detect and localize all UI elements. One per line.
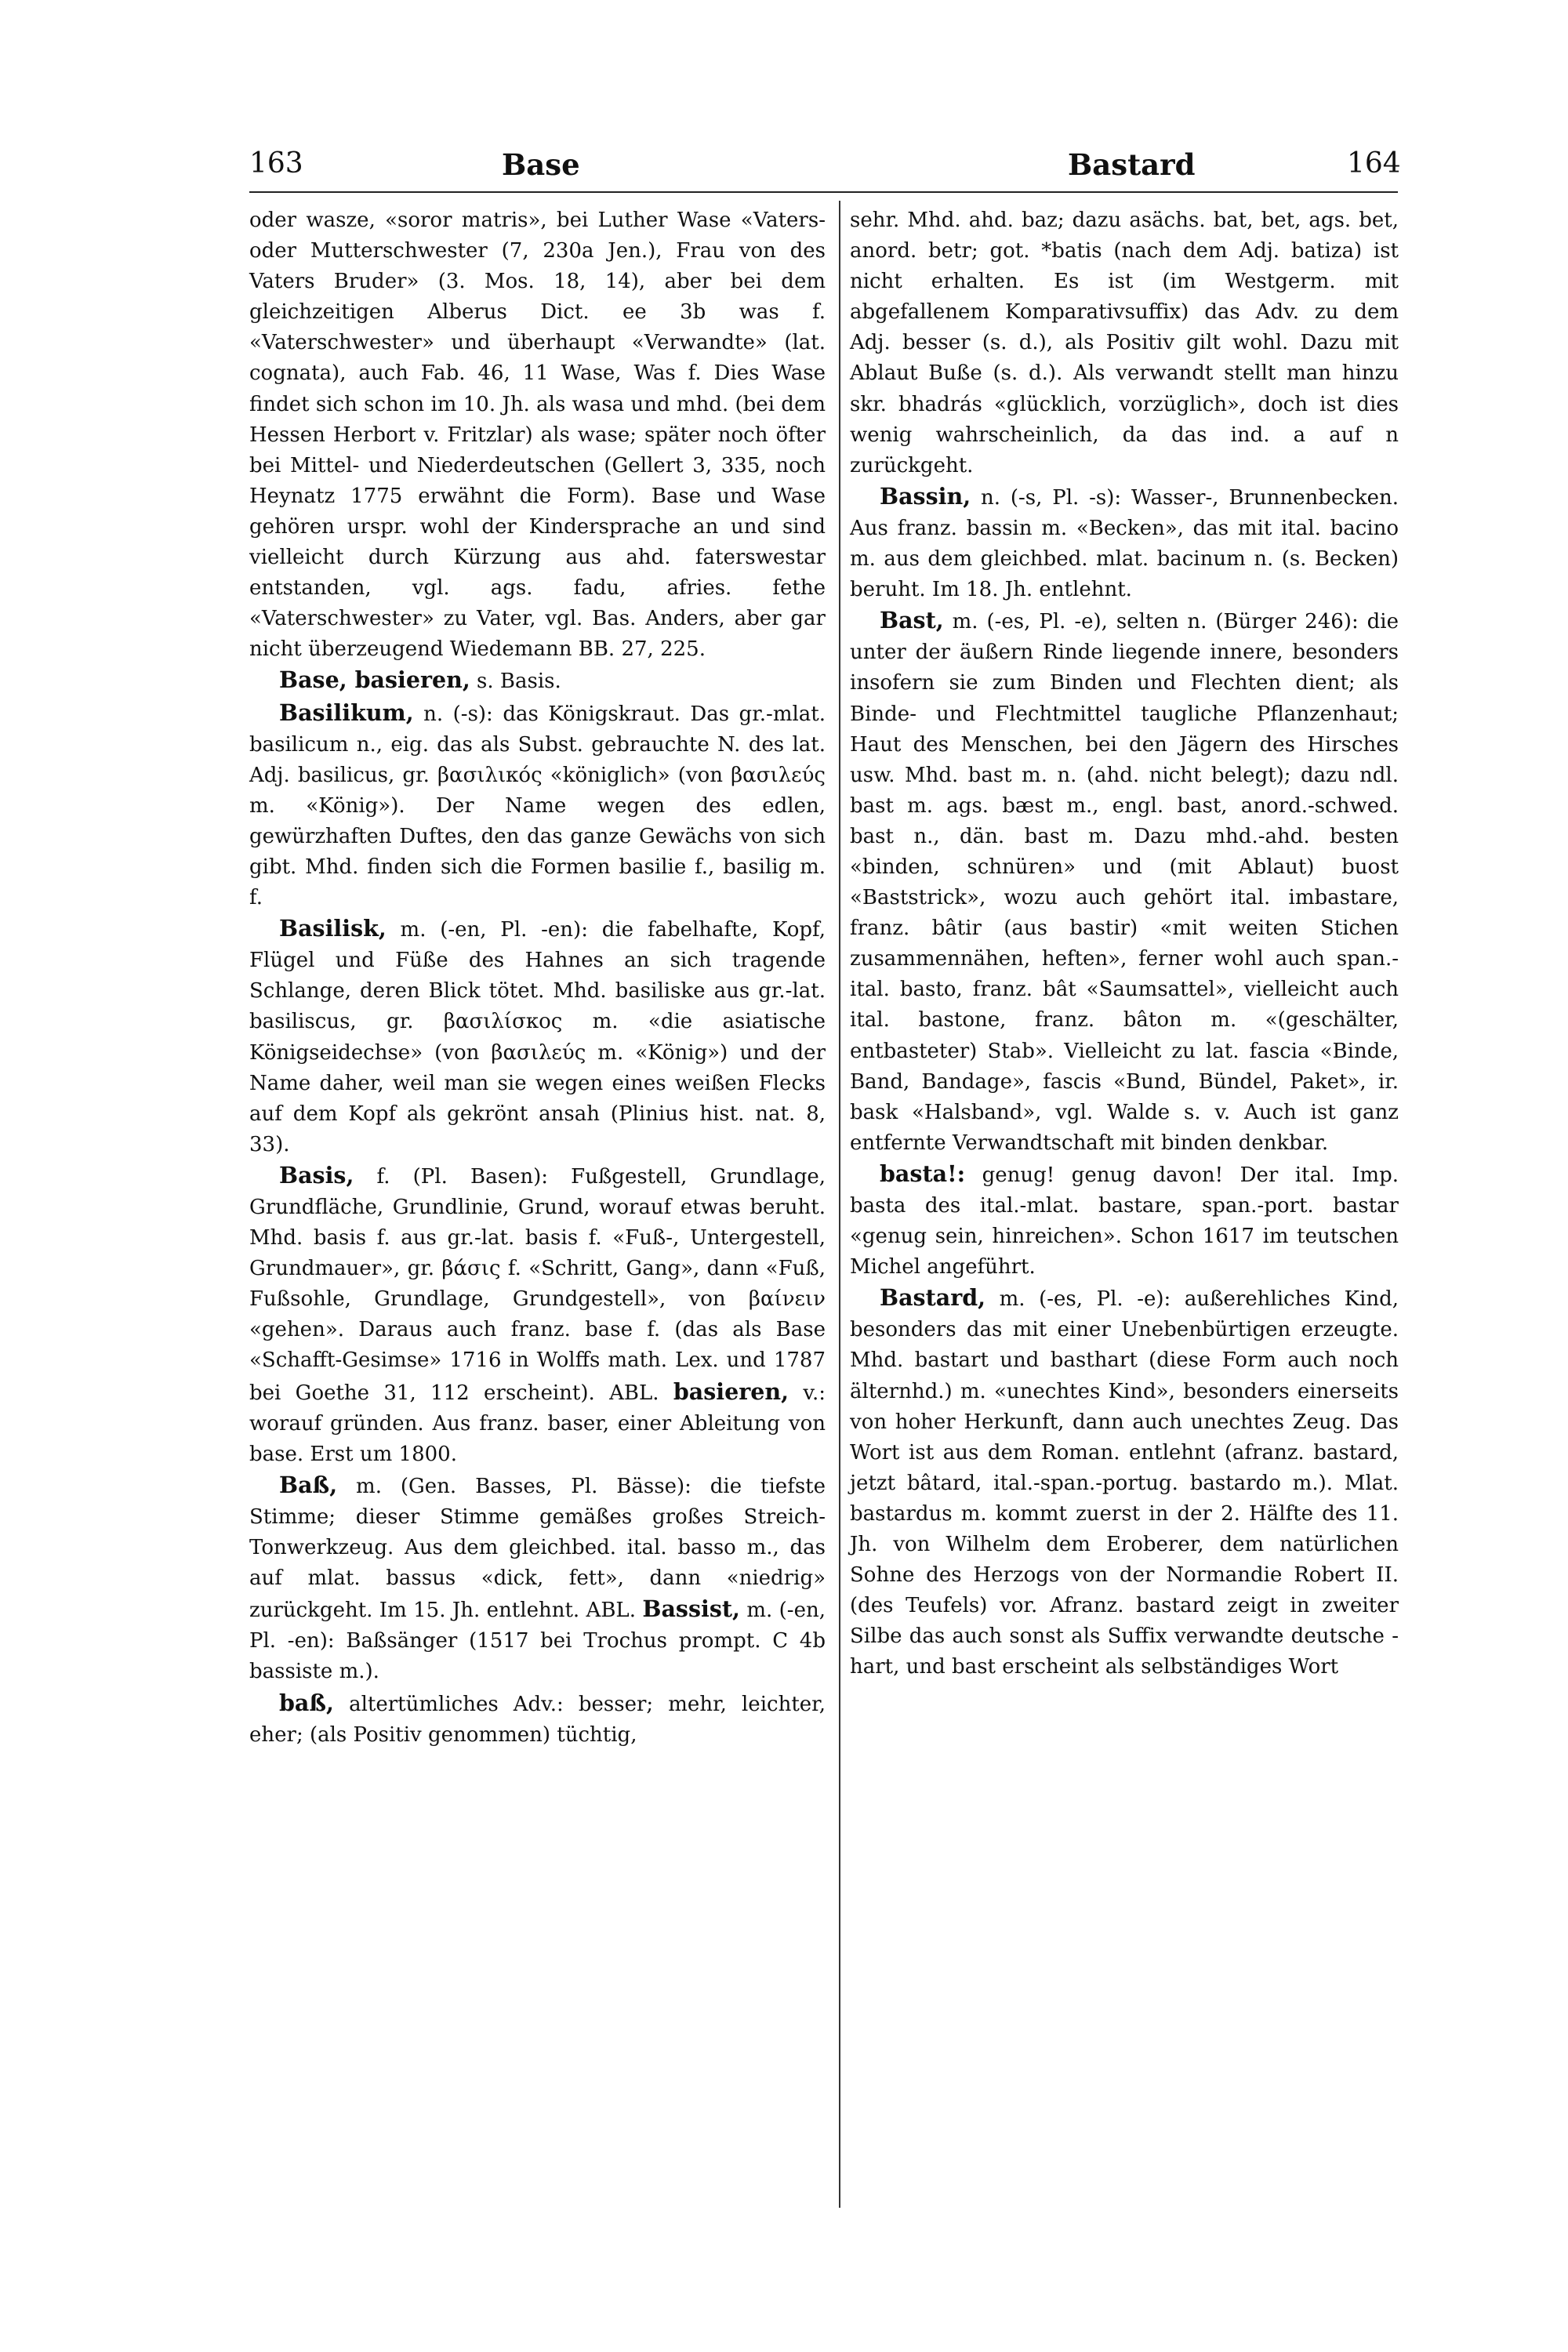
entry-text: m. (-es, Pl. -e), selten n. (Bürger 246): die unter der äußern Rinde liegende innere, besonders insofern sie zum Binden und Flechten dient; als Binde- und Flechtmittel taugliche Pflanzenhaut; Haut des Menschen, bei den Jägern des Hirsches usw. Mhd. bast m. n. (ahd. nicht belegt); dazu ndl. bast m. ags. bæst m., engl. bast, anord.-schwed. bast n., dän. bast m. Dazu mhd.-ahd. besten «binden, schnüren» und (mit Ablaut) buost «Baststrick», wozu auch gehört ital. imbastare, franz. bâtir (aus bastir) «mit weiten Stichen zusammennähen, heften», ferner wohl auch span.-ital. basto, franz. bât «Saumsattel», vielleicht auch ital. bastone, franz. bâton m. «(geschälter, entbasteter) Stab». Vielleicht zu lat. fascia «Binde, Band, Bandage», fascis «Bund, Bündel, Paket», ir. bask «Halsband», vgl. Walde s. v. Auch ist ganz entfernte Verwandtschaft mit binden denkbar. bbox=[850, 610, 1399, 1155]
entry-text: n. (-s, Pl. -s): Wasser-, Brunnenbecken. Aus franz. bassin m. «Becken», das mit ital. bacino m. aus dem gleichbed. mlat. bacinum n. (s. Becken) beruht. Im 18. Jh. entlehnt. bbox=[850, 485, 1399, 602]
headword: baß, bbox=[279, 1689, 334, 1716]
entry-basilisk bbox=[249, 913, 826, 1160]
entry-text: m. (Gen. Basses, Pl. Bässe): die tiefste Stimme; dieser Stimme gemäßes großes Streich-Tonwerkzeug. Aus dem gleichbed. ital. basso m., das auf mlat. bassus «dick, fett», dann «niedrig» zurückgeht. Im 15. Jh. entlehnt. ABL. bbox=[249, 1474, 826, 1623]
entry-base bbox=[249, 665, 826, 697]
column-divider bbox=[839, 201, 840, 2208]
sub-headword: Bassist, bbox=[642, 1595, 740, 1623]
running-head-left: Base bbox=[502, 147, 580, 182]
entry-continuation: sehr. Mhd. ahd. baz; dazu asächs. bat, bet, ags. bet, anord. betr; got. *batis (nach dem Adj. batiza) ist nicht erhalten. Es ist (im Westgerm. mit abgefallenem Komparativsuffix) das Adv. zu dem Adj. besser (s. d.), als Positiv gilt wohl. Dazu mit Ablaut Buße (s. d.). Als verwandt stellt man hinzu skr. bhadrás «glücklich, vorzüglich», doch ist dies wenig wahrscheinlich, da das ind. a auf n zurückgeht. bbox=[850, 209, 1399, 477]
entry-basta bbox=[850, 1159, 1399, 1283]
entry-bassin bbox=[850, 481, 1399, 605]
headword: Baß, bbox=[279, 1471, 338, 1498]
entry-text: f. (Pl. Basen): Fußgestell, Grundlage, Grundfläche, Grundlinie, Grund, worauf etwas beruht. Mhd. basis f. aus gr.-lat. basis f. «Fuß-, Untergestell, Grundmauer», gr. βάσις f. «Schritt, Gang», dann «Fuß, Fußsohle, Grundlage, Grundgestell», von βαίνειν «gehen». Daraus auch franz. base f. (das als Base «Schafft-Gesimse» 1716 in Wolffs math. Lex. und 1787 bei Goethe 31, 112 erscheint). ABL. bbox=[249, 1164, 826, 1405]
headword: Bassin, bbox=[880, 482, 971, 510]
page-number-left: 163 bbox=[249, 147, 303, 180]
entry-bass bbox=[249, 1470, 826, 1688]
header-rule bbox=[249, 191, 1398, 193]
entry-text: v.: worauf gründen. Aus franz. baser, einer Ableitung von base. Erst um 1800. bbox=[249, 1381, 826, 1466]
headword: basta!: bbox=[880, 1160, 966, 1187]
entry-text: s. Basis. bbox=[470, 670, 561, 694]
page-number-right: 164 bbox=[1347, 147, 1401, 180]
entry-text: m. (-es, Pl. -e): außerehliches Kind, besonders das mit einer Unebenbürtigen erzeugte. Mhd. bastart und basthart (diese Form auch noch älternhd.) m. «unechtes Kind», besonders einerseits von hoher Herkunft, dann auch unechtes Zeug. Das Wort ist aus dem Roman. entlehnt (afranz. bastard, jetzt bâtard, ital.-span.-portug. bastardo m.). Mlat. bastardus m. kommt zuerst in der 2. Hälfte des 11. Jh. von Wilhelm dem Eroberer, dem natürlichen Sohne des Herzogs von der Normandie Robert II. (des Teufels) vor. Afranz. bastard zeigt in zweiter Silbe das auch sonst als Suffix verwandte deutsche -hart, und bast erscheint als selbständiges Wort bbox=[850, 1287, 1399, 1679]
headword: Basilikum, bbox=[279, 699, 414, 726]
headword: Bastard, bbox=[880, 1284, 986, 1312]
sub-headword: basieren, bbox=[673, 1377, 789, 1405]
entry-bastard bbox=[850, 1283, 1399, 1682]
entry-basilikum bbox=[249, 698, 826, 914]
entry-basis bbox=[249, 1160, 826, 1470]
headword: Base, basieren, bbox=[279, 666, 470, 694]
entry-bass-adverb bbox=[249, 1688, 826, 1751]
entry-text: m. (-en, Pl. -en): die fabelhafte, Kopf, Flügel und Füße des Hahnes an sich tragende Schlange, deren Blick tötet. Mhd. basiliske aus gr.-lat. basiliscus, gr. βασιλίσκος m. «die asiatische Königseidechse» (von βασιλεύς m. «König») und der Name daher, weil man sie wegen eines weißen Flecks auf dem Kopf als gekrönt ansah (Plinius hist. nat. 8, 33). bbox=[249, 918, 826, 1156]
headword: Bast, bbox=[880, 607, 944, 634]
running-head-right: Bastard bbox=[1068, 147, 1196, 182]
entry-text: altertümliches Adv.: besser; mehr, leichter, eher; (als Positiv genommen) tüchtig, bbox=[249, 1692, 826, 1747]
entry-text: m. (-en, Pl. -en): Baßsänger (1517 bei Trochus prompt. C 4b bassiste m.). bbox=[249, 1599, 826, 1684]
entry-bast bbox=[850, 605, 1399, 1159]
headword: Basis, bbox=[279, 1161, 354, 1189]
right-column bbox=[850, 205, 1399, 1683]
entry-text: genug! genug davon! Der ital. Imp. basta des ital.-mlat. bastare, span.-port. bastar «genug sein, hinreichen». Schon 1617 im teutschen Michel angeführt. bbox=[850, 1163, 1399, 1279]
entry-text: n. (-s): das Königskraut. Das gr.-mlat. basilicum n., eig. das als Subst. gebrauchte N. des lat. Adj. basilicus, gr. βασιλικός «königlich» (von βασιλεύς m. «König»). Der Name wegen des edlen, gewürzhaften Duftes, den das ganze Gewächs von sich gibt. Mhd. finden sich die Formen basilie f., basilig m. f. bbox=[249, 702, 826, 910]
left-column bbox=[249, 205, 826, 1751]
entry-continuation: oder wasze, «soror matris», bei Luther Wase «Vaters- oder Mutterschwester (7, 230a Jen.), Frau von des Vaters Bruder» (3. Mos. 18, 14), aber bei dem gleichzeitigen Alberus Dict. ee 3b was f. «Vaterschwester» und überhaupt «Verwandte» (lat. cognata), auch Fab. 46, 11 Wase, Was f. Dies Wase findet sich schon im 10. Jh. als wasa und mhd. (bei dem Hessen Herbort v. Fritzlar) als wase; später noch öfter bei Mittel- und Niederdeutschen (Gellert 3, 335, noch Heynatz 1775 erwähnt die Form). Base und Wase gehören urspr. wohl der Kindersprache an und sind vielleicht durch Kürzung aus ahd. faterswestar entstanden, vgl. ags. fadu, afries. fethe «Vaterschwester» zu Vater, vgl. Bas. Anders, aber gar nicht überzeugend Wiedemann BB. 27, 225. bbox=[249, 209, 826, 662]
headword: Basilisk, bbox=[279, 915, 387, 942]
